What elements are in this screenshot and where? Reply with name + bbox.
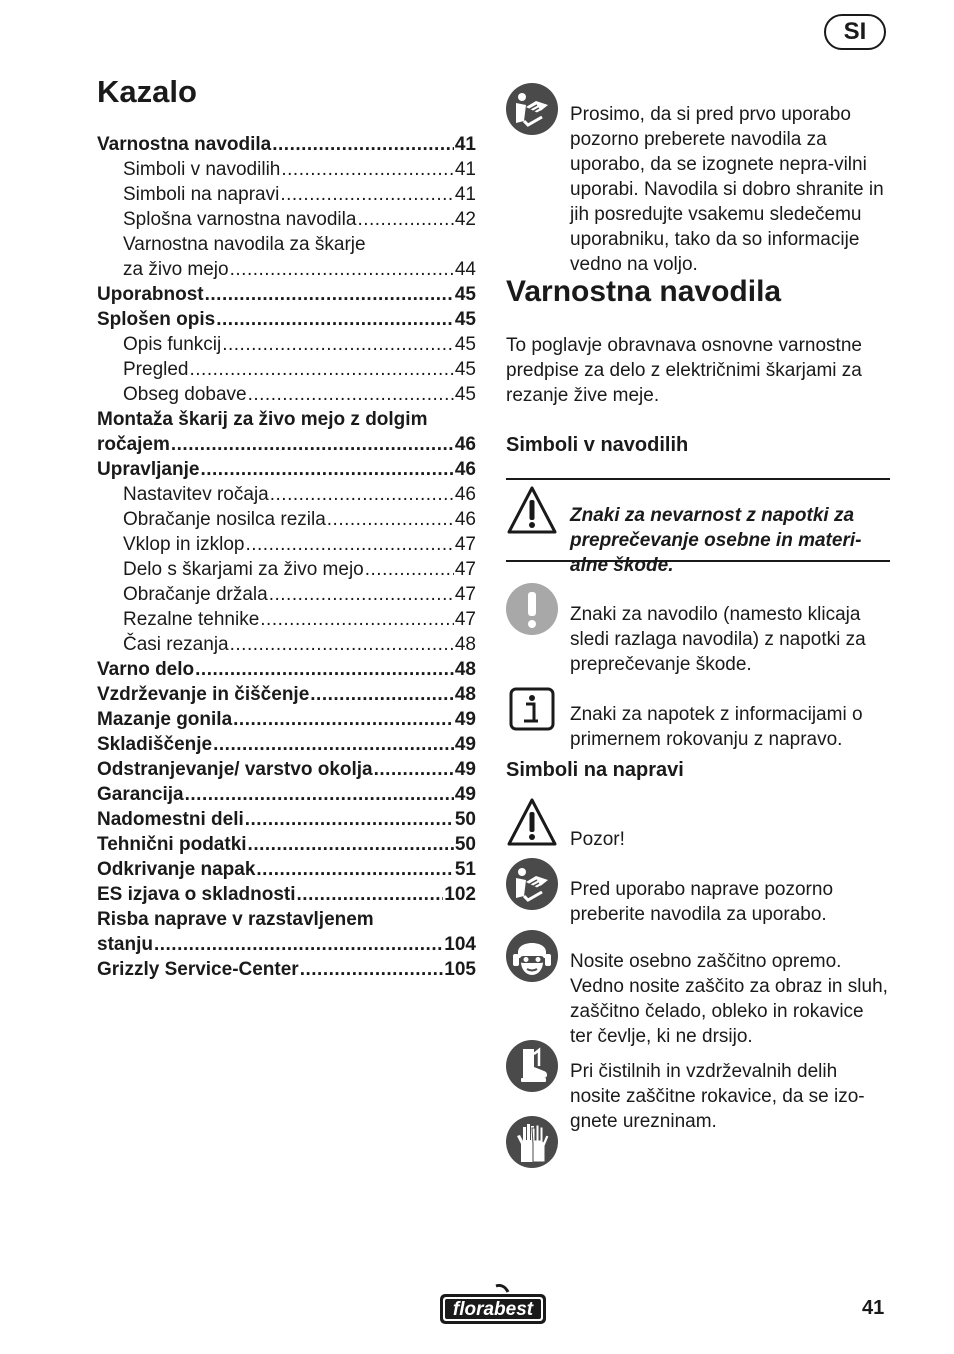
toc-entry-page: 49 (454, 759, 476, 780)
toc-entry (97, 832, 476, 857)
toc-entry-page: 104 (444, 934, 476, 955)
toc-entry-label: ES izjava o skladnosti (97, 884, 296, 905)
toc-entry-label: Mazanje gonila (97, 709, 233, 730)
toc-entry-page: 46 (454, 484, 476, 505)
toc-entry-label: za živo mejo (123, 259, 229, 280)
toc-entry-page: 47 (454, 584, 476, 605)
brand-logo-text: florabest (452, 1299, 534, 1320)
toc-entry (97, 132, 476, 157)
toc-entry (97, 607, 476, 632)
device-symbols-title: Simboli na napravi (506, 759, 684, 781)
toc-entry (97, 332, 476, 357)
toc-entry (97, 457, 476, 482)
brand-logo (438, 1284, 548, 1326)
toc-entry-label: Skladiščenje (97, 734, 213, 755)
toc-entry-label: Splošna varnostna navodila (123, 209, 357, 230)
toc-entry-label: Upravljanje (97, 459, 200, 480)
toc-entry-label: Varnostna navodila (97, 134, 272, 155)
toc-entry-label: Tehnični podatki (97, 834, 247, 855)
toc-entry-label: Simboli na napravi (123, 184, 280, 205)
toc-entry-label: Uporabnost (97, 284, 204, 305)
toc-leader-dots (280, 182, 454, 207)
toc-entry (97, 282, 476, 307)
toc-leader-dots (213, 732, 454, 757)
toc-entry-label: Delo s škarjami za živo mejo (123, 559, 364, 580)
toc-leader-dots (327, 507, 454, 532)
toc-entry (97, 757, 476, 782)
info-text: Znaki za napotek z informacijami o primernem rokovanju z napravo. (570, 704, 863, 750)
toc-leader-dots (171, 432, 454, 457)
toc-entry-label: Odkrivanje napak (97, 859, 256, 880)
toc-entry-page: 50 (454, 834, 476, 855)
toc-leader-dots (310, 682, 454, 707)
warning-text: Znaki za nevarnost z napotki za preprečevanje osebne in materi-alne škode. (570, 505, 862, 576)
gloves-row (506, 1116, 890, 1173)
toc-entry-page: 45 (454, 334, 476, 355)
toc-entry-label: Varno delo (97, 659, 195, 680)
protection-text: Nosite osebno zaščitno opremo. Vedno nosite zaščito za obraz in sluh, zaščitno čelado, obleko in rokavice ter čevlje, ki ne drsijo. (570, 951, 888, 1047)
toc-leader-dots (245, 532, 453, 557)
toc-leader-dots (154, 932, 443, 957)
toc-entry (97, 307, 476, 332)
toc-entry-page: 49 (454, 784, 476, 805)
toc-entry-page: 49 (454, 734, 476, 755)
toc-entry (97, 682, 476, 707)
section-intro: To poglavje obravnava osnovne varnostne predpise za delo z električnimi škarjami za rezanje žive meje. (506, 335, 862, 406)
read-manual-icon (506, 83, 558, 296)
toc-entry-page: 45 (454, 384, 476, 405)
instruction-text: Znaki za navodilo (namesto klicaja sledi razlaga navodila) z napotki za preprečevanje škode. (570, 604, 866, 675)
toc-leader-dots (200, 457, 453, 482)
toc-entry (97, 957, 476, 982)
toc-entry-label: Garancija (97, 784, 184, 805)
toc-leader-dots (256, 857, 453, 882)
toc-entry (97, 657, 476, 682)
toc-leader-dots (365, 557, 454, 582)
toc-entry-label: Vklop in izklop (123, 534, 245, 555)
toc-entry (97, 632, 476, 657)
toc-entry-label: Risba naprave v razstavljenem (97, 909, 374, 930)
toc-entry-page: 47 (454, 559, 476, 580)
toc-leader-dots (281, 157, 454, 182)
toc-entry-page: 45 (454, 359, 476, 380)
toc-entry-label: stanju (97, 934, 153, 955)
toc-entry-page: 41 (454, 159, 476, 180)
toc-leader-dots (374, 757, 454, 782)
toc-leader-dots (269, 582, 454, 607)
maintenance-text: Pri čistilnih in vzdrževalnih delih nosite zaščitne rokavice, da se izo-gnete urezninam. (570, 1061, 865, 1132)
exclamation-circle-icon (506, 583, 558, 696)
manual-symbols-title: Simboli v navodilih (506, 434, 689, 456)
toc-entry-label: Simboli v navodilih (123, 159, 281, 180)
toc-entry-label: Časi rezanja (123, 634, 229, 655)
toc-entry-label: Varnostna navodila za škarje (123, 234, 366, 255)
toc-entry-page: 42 (454, 209, 476, 230)
toc-leader-dots (248, 832, 454, 857)
toc-leader-dots (248, 382, 454, 407)
toc-entry-page: 47 (454, 609, 476, 630)
toc-leader-dots (233, 707, 454, 732)
toc-entry-label: Odstranjevanje/ varstvo okolja (97, 759, 373, 780)
toc-entry-page: 41 (454, 184, 476, 205)
toc-entry-page: 102 (444, 884, 476, 905)
toc-entry-label: Obračanje nosilca rezila (123, 509, 326, 530)
toc-leader-dots (230, 257, 454, 282)
warning-row (506, 484, 890, 597)
toc-entry (97, 932, 476, 957)
toc-entry-label: Pregled (123, 359, 189, 380)
toc-leader-dots (222, 332, 454, 357)
toc-entry-label: Obračanje držala (123, 584, 268, 605)
toc-entry (97, 782, 476, 807)
toc-entry-label: Obseg dobave (123, 384, 247, 405)
toc-entry (97, 732, 476, 757)
toc-entry (97, 857, 476, 882)
toc-leader-dots (205, 282, 454, 307)
toc-leader-dots (185, 782, 454, 807)
toc-leader-dots (300, 957, 444, 982)
toc-entry-page: 46 (454, 509, 476, 530)
toc-leader-dots (195, 657, 454, 682)
toc-entry-page: 46 (454, 434, 476, 455)
toc-entry (97, 582, 476, 607)
table-of-contents (97, 132, 476, 982)
toc-entry-page: 51 (454, 859, 476, 880)
toc-entry-page: 41 (454, 134, 476, 155)
toc-entry (97, 507, 476, 532)
toc-entry (97, 257, 476, 282)
intro-block (506, 83, 890, 296)
toc-entry-page: 49 (454, 709, 476, 730)
toc-leader-dots (270, 482, 454, 507)
page-number: 41 (862, 1297, 885, 1319)
gloves-text (570, 1135, 890, 1154)
toc-leader-dots (245, 807, 454, 832)
toc-entry-page: 105 (444, 959, 476, 980)
toc-entry (97, 882, 476, 907)
toc-entry-page: 44 (454, 259, 476, 280)
toc-leader-dots (357, 207, 453, 232)
toc-entry (97, 557, 476, 582)
toc-entry (97, 207, 476, 232)
toc-entry-page: 48 (454, 634, 476, 655)
caution-text: Pozor! (570, 829, 625, 850)
gloves-icon (506, 1116, 558, 1173)
toc-entry-page: 47 (454, 534, 476, 555)
toc-entry-label: Vzdrževanje in čiščenje (97, 684, 310, 705)
toc-entry-page: 45 (454, 309, 476, 330)
toc-entry-page: 45 (454, 284, 476, 305)
toc-leader-dots (190, 357, 454, 382)
language-badge: SI (824, 14, 886, 50)
toc-entry-label: Splošen opis (97, 309, 216, 330)
toc-entry (97, 157, 476, 182)
section-title: Varnostna navodila (506, 275, 782, 308)
toc-entry (97, 807, 476, 832)
toc-leader-dots (260, 607, 454, 632)
toc-leader-dots (272, 132, 454, 157)
toc-entry-label: ročajem (97, 434, 170, 455)
toc-leader-dots (297, 882, 444, 907)
toc-entry-page: 46 (454, 459, 476, 480)
toc-entry-label: Opis funkcij (123, 334, 222, 355)
toc-entry-label: Rezalne tehnike (123, 609, 260, 630)
read-manual-text: Pred uporabo naprave pozorno preberite navodila za uporabo. (570, 879, 834, 925)
toc-entry (97, 482, 476, 507)
toc-entry-label: Nadomestni deli (97, 809, 244, 830)
toc-title: Kazalo (97, 74, 197, 109)
toc-leader-dots (230, 632, 454, 657)
toc-entry (97, 532, 476, 557)
toc-entry-label: Grizzly Service-Center (97, 959, 299, 980)
toc-leader-dots (216, 307, 454, 332)
warning-triangle-icon (506, 484, 558, 597)
toc-entry (97, 382, 476, 407)
toc-entry-page: 48 (454, 684, 476, 705)
intro-text: Prosimo, da si pred prvo uporabo pozorno preberete navodila za uporabo, da se izognete nepra-vilni uporabi. Navodila si dobro shranite in jih posredujte vsakemu sledečemu uporabniku, tako da so informacije vedno na voljo. (570, 104, 884, 275)
toc-entry-page: 50 (454, 809, 476, 830)
toc-entry (97, 432, 476, 457)
toc-entry (97, 707, 476, 732)
toc-entry-label: Montaža škarij za živo mejo z dolgim (97, 409, 428, 430)
toc-entry-label: Nastavitev ročaja (123, 484, 269, 505)
toc-entry (97, 182, 476, 207)
instruction-row (506, 583, 890, 696)
toc-entry (97, 357, 476, 382)
toc-entry-page: 48 (454, 659, 476, 680)
